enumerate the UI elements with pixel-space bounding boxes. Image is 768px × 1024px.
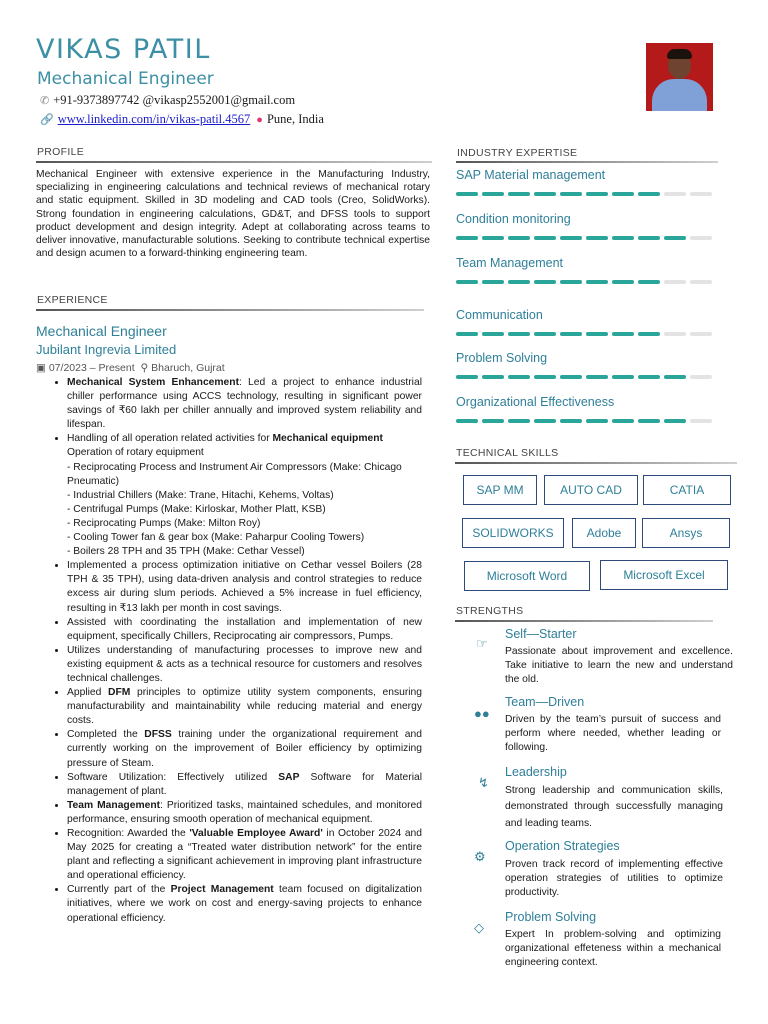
expertise-level-bar xyxy=(456,280,712,284)
contact-line-1 xyxy=(40,93,295,108)
level-segment xyxy=(664,332,686,336)
expertise-divider xyxy=(456,161,718,163)
person-icon: ☞ xyxy=(476,636,488,651)
level-segment xyxy=(612,332,634,336)
candidate-name: VIKAS PATIL xyxy=(36,34,211,65)
list-item: • Assisted with coordinating the installation and implementation of new equipment, specifically Chillers, Reciprocating air compressors, Pumps. xyxy=(67,616,422,644)
level-segment xyxy=(560,280,582,284)
skill-chip: Adobe xyxy=(572,518,636,548)
contact-line-2 xyxy=(40,112,324,127)
strength-text: Passionate about improvement and excellence. Take initiative to learn the new and understand the old. xyxy=(505,646,733,685)
level-segment xyxy=(534,375,556,379)
strength-title: Operation Strategies xyxy=(505,839,620,853)
level-segment xyxy=(586,375,608,379)
experience-bullets xyxy=(52,376,422,926)
level-segment xyxy=(560,375,582,379)
list-item: • Implemented a process optimization initiative on Cethar vessel Boilers (28 TPH & 35 TPH), using data-driven analysis and control strategies to reduce excess air during slum periods. Achieved a 5% increase in fuel efficiency, resulting in ₹13 lakh per month in cost savings. xyxy=(67,559,422,615)
list-item: • Currently part of the Project Management team focused on digitalization initiatives, where we work on cost and energy-saving projects to enhance operational efficiency. xyxy=(67,883,422,925)
level-segment xyxy=(482,375,504,379)
list-item: • Mechanical System Enhancement: Led a project to enhance industrial chiller performance using ACCS technology, resulting in significant power savings of ₹60 lakh per chiller annually and improved system reliability and lifespan. xyxy=(67,376,422,432)
level-segment xyxy=(664,192,686,196)
level-segment xyxy=(690,375,712,379)
company-name: Jubilant Ingrevia Limited xyxy=(36,342,177,357)
location-pin-icon: ● xyxy=(256,114,263,126)
profile-divider xyxy=(36,161,432,163)
equipment-line: - Industrial Chillers (Make: Trane, Hitachi, Kehems, Voltas) xyxy=(67,489,334,501)
profile-photo xyxy=(646,43,713,111)
experience-heading: EXPERIENCE xyxy=(37,294,108,306)
level-segment xyxy=(534,236,556,240)
expertise-level-bar xyxy=(456,192,712,196)
skill-chip: AUTO CAD xyxy=(544,475,638,505)
level-segment xyxy=(612,419,634,423)
strengths-heading: STRENGTHS xyxy=(456,605,524,617)
level-segment xyxy=(690,332,712,336)
level-segment xyxy=(638,192,660,196)
level-segment xyxy=(456,192,478,196)
list-item: • Utilizes understanding of manufacturing processes to improve new and existing equipment & acts as a technical resource for customers and resolves technical challenges. xyxy=(67,644,422,686)
linkedin-link[interactable]: www.linkedin.com/in/vikas-patil.4567 xyxy=(57,112,251,126)
level-segment xyxy=(482,280,504,284)
profile-heading: PROFILE xyxy=(37,146,85,158)
expertise-level-bar xyxy=(456,236,712,240)
strength-text: Driven by the team’s pursuit of success and perform where needed, whether leading or following. xyxy=(505,714,721,753)
level-segment xyxy=(690,236,712,240)
list-item: • Team Management: Prioritized tasks, maintained schedules, and monitored performance, ensuring smooth operation of mechanical equipment. xyxy=(67,799,422,827)
skill-chip: Microsoft Excel xyxy=(600,560,728,590)
level-segment xyxy=(482,332,504,336)
level-segment xyxy=(612,236,634,240)
expertise-heading: INDUSTRY EXPERTISE xyxy=(457,147,578,159)
experience-divider xyxy=(36,309,424,311)
equipment-line: - Cooling Tower fan & gear box (Make: Paharpur Cooling Towers) xyxy=(67,532,365,544)
skill-chip: CATIA xyxy=(643,475,731,505)
level-segment xyxy=(508,192,530,196)
email-address[interactable]: @vikasp2552001@gmail.com xyxy=(142,93,296,107)
equipment-line: - Boilers 28 TPH and 35 TPH (Make: Cethar Vessel) xyxy=(67,546,305,558)
level-segment xyxy=(586,236,608,240)
calendar-icon: ▣ xyxy=(36,362,46,374)
expertise-label: SAP Material management xyxy=(456,168,606,182)
job-role: Mechanical Engineer xyxy=(36,323,167,339)
diamond-icon: ◇ xyxy=(474,920,484,935)
location-pin-icon: ⚲ xyxy=(140,362,149,374)
level-segment xyxy=(638,419,660,423)
level-segment xyxy=(560,192,582,196)
level-segment xyxy=(664,375,686,379)
job-dates: 07/2023 – Present xyxy=(48,362,135,374)
level-segment xyxy=(482,419,504,423)
level-segment xyxy=(586,192,608,196)
phone-number: +91-9373897742 xyxy=(53,93,140,107)
profile-summary: Mechanical Engineer with extensive experience in the Manufacturing Industry, specializing in engineering calculations and technical reviews of mechanical rotary and static equipment. Skilled in 3D modeling and CAD tools (Creo, SolidWorks). Strong foundation in engineering calculations, GD&T, and DFSS tools to support product development and design integrity. Adept at collaborating across teams to deliver innovative, manufacturable solutions. Seeking to contribute technical expertise and design acumen to a forward-thinking engineering team. xyxy=(36,169,430,260)
strength-title: Self—Starter xyxy=(505,627,577,641)
equipment-line: - Reciprocating Pumps (Make: Milton Roy) xyxy=(67,517,261,529)
level-segment xyxy=(508,332,530,336)
level-segment xyxy=(690,192,712,196)
expertise-level-bar xyxy=(456,375,712,379)
equipment-line: - Reciprocating Process and Instrument Air Compressors (Make: Chicago Pneumatic) xyxy=(67,461,402,487)
skill-chip: Ansys xyxy=(642,518,730,548)
skill-chip: SAP MM xyxy=(463,475,537,505)
level-segment xyxy=(638,332,660,336)
bolt-icon: ↯ xyxy=(478,775,489,790)
strength-title: Team—Driven xyxy=(505,695,585,709)
level-segment xyxy=(534,280,556,284)
level-segment xyxy=(612,280,634,284)
team-icon: ●● xyxy=(474,706,490,721)
level-segment xyxy=(482,192,504,196)
expertise-level-bar xyxy=(456,419,712,423)
list-item: • Recognition: Awarded the 'Valuable Employee Award' in October 2024 and May 2025 for creating a “Treated water distribution network” for the entire plant and reflecting a significant achievement in improving plant infrastructure and operational efficiency. xyxy=(67,827,422,883)
phone-icon: ✆ xyxy=(40,95,50,107)
level-segment xyxy=(690,280,712,284)
skill-chip: Microsoft Word xyxy=(464,561,590,591)
expertise-label: Organizational Effectiveness xyxy=(456,395,615,409)
equipment-line: - Centrifugal Pumps (Make: Kirloskar, Mother Platt, KSB) xyxy=(67,503,326,515)
list-item: • Handling of all operation related activities for Mechanical equipment Operation of rotary equipment - Reciprocating Process and Instrument Air Compressors (Make: Chicago Pneumatic) - Industrial Chillers (Make: Trane, Hitachi, Kehems, Voltas) - Centrifugal Pumps (Make: Kirloskar, Mother Platt, KSB) - Reciprocating Pumps (Make: Milton Roy) - Cooling Tower fan & gear box (Make: Paharpur Cooling Towers) - Boilers 28 TPH and 35 TPH (Make: Cethar Vessel) xyxy=(67,432,422,559)
level-segment xyxy=(456,236,478,240)
level-segment xyxy=(456,375,478,379)
level-segment xyxy=(664,419,686,423)
level-segment xyxy=(456,332,478,336)
level-segment xyxy=(560,332,582,336)
level-segment xyxy=(508,236,530,240)
level-segment xyxy=(508,419,530,423)
job-meta xyxy=(36,362,225,374)
level-segment xyxy=(534,332,556,336)
level-segment xyxy=(664,236,686,240)
list-item: • Software Utilization: Effectively utilized SAP Software for Material management of plant. xyxy=(67,771,422,799)
level-segment xyxy=(560,419,582,423)
level-segment xyxy=(690,419,712,423)
strength-title: Leadership xyxy=(505,765,567,779)
gears-icon: ⚙ xyxy=(474,849,486,864)
skill-chip: SOLIDWORKS xyxy=(462,518,564,548)
candidate-title: Mechanical Engineer xyxy=(37,69,214,89)
expertise-label: Communication xyxy=(456,308,543,322)
expertise-label: Problem Solving xyxy=(456,351,548,365)
strength-text: Strong leadership and communication skills, demonstrated through successfully managing and leading teams. xyxy=(505,785,723,829)
level-segment xyxy=(508,280,530,284)
level-segment xyxy=(482,236,504,240)
level-segment xyxy=(586,419,608,423)
list-item: • Completed the DFSS training under the organizational requirement and currently working on the improvement of Boiler efficiency by optimizing pressure of Steam. xyxy=(67,728,422,770)
location: Pune, India xyxy=(266,112,324,126)
job-location: Bharuch, Gujrat xyxy=(151,362,225,374)
level-segment xyxy=(508,375,530,379)
level-segment xyxy=(456,419,478,423)
level-segment xyxy=(638,375,660,379)
strength-text: Expert In problem-solving and optimizing organizational effeteness within a mechanical engineering context. xyxy=(505,929,721,968)
level-segment xyxy=(534,192,556,196)
level-segment xyxy=(456,280,478,284)
expertise-level-bar xyxy=(456,332,712,336)
strength-text: Proven track record of implementing effective operation strategies of utilities to optimize productivity. xyxy=(505,859,723,898)
level-segment xyxy=(638,280,660,284)
level-segment xyxy=(534,419,556,423)
expertise-label: Condition monitoring xyxy=(456,212,571,226)
strength-title: Problem Solving xyxy=(505,910,597,924)
level-segment xyxy=(612,192,634,196)
skills-divider xyxy=(455,462,737,464)
level-segment xyxy=(664,280,686,284)
level-segment xyxy=(560,236,582,240)
skills-heading: TECHNICAL SKILLS xyxy=(456,447,559,459)
list-item: • Applied DFM principles to optimize utility system components, ensuring manufacturability and maintainability while reducing material and energy costs. xyxy=(67,686,422,728)
level-segment xyxy=(638,236,660,240)
level-segment xyxy=(612,375,634,379)
link-icon: 🔗 xyxy=(40,114,54,126)
level-segment xyxy=(586,332,608,336)
expertise-label: Team Management xyxy=(456,256,564,270)
level-segment xyxy=(586,280,608,284)
strengths-divider xyxy=(455,620,713,622)
